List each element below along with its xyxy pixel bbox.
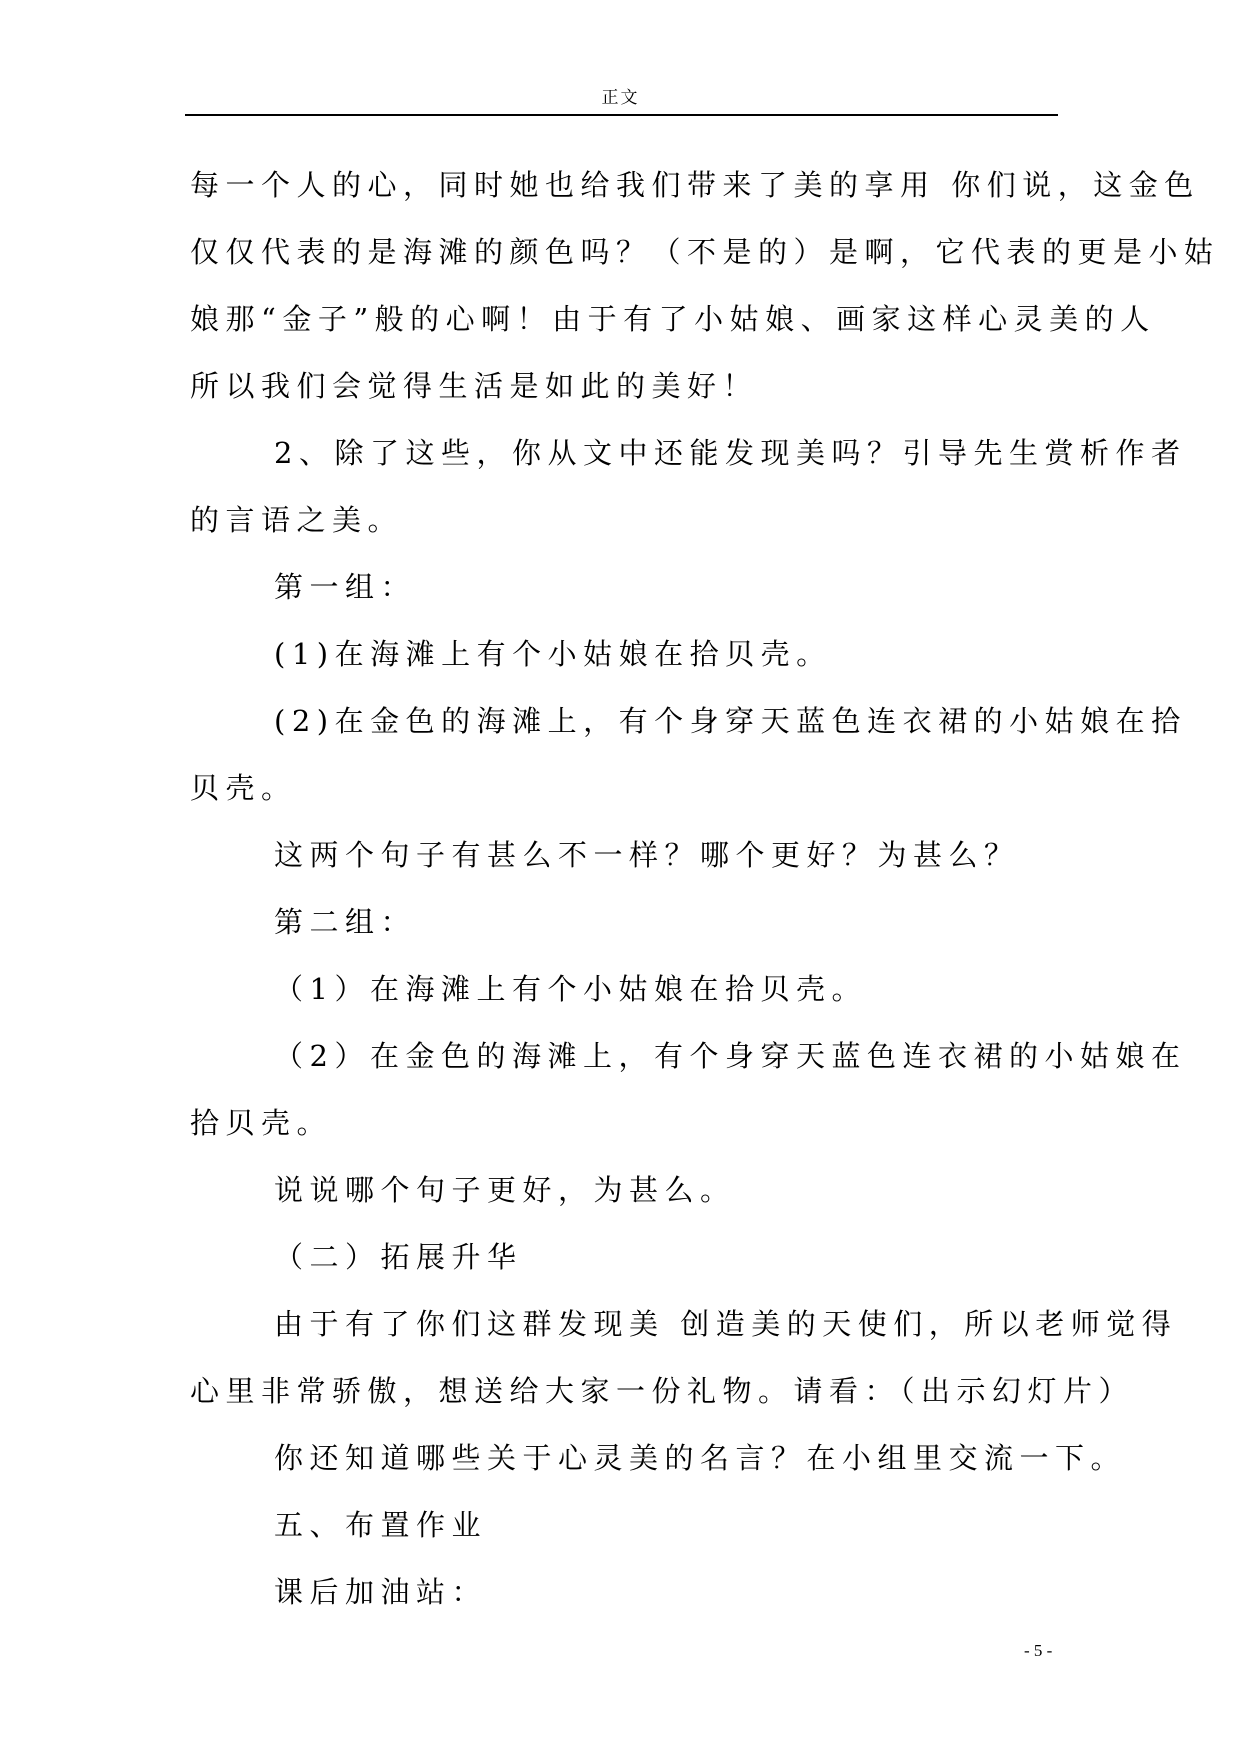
header-divider <box>185 114 1058 116</box>
body-line: 你还知道哪些关于心灵美的名言？在小组里交流一下。 <box>274 1441 1127 1475</box>
body-line: 心里非常骄傲，想送给大家一份礼物。请看：（出示幻灯片） <box>190 1374 1135 1408</box>
body-line: （1）在海滩上有个小姑娘在拾贝壳。 <box>274 972 867 1006</box>
body-line: 第二组： <box>274 905 417 939</box>
body-line: 说说哪个句子更好，为甚么。 <box>274 1173 736 1207</box>
running-header-title: 正文 <box>601 88 640 108</box>
body-line: （2）在金色的海滩上，有个身穿天蓝色连衣裙的小姑娘在 <box>274 1039 1187 1073</box>
body-line: 的言语之美。 <box>190 503 404 537</box>
body-line: 五、布置作业 <box>274 1508 488 1542</box>
body-line: 第一组： <box>274 570 417 604</box>
body-line: 所以我们会觉得生活是如此的美好！ <box>190 369 759 403</box>
body-line: 拾贝壳。 <box>190 1106 333 1140</box>
body-line: 课后加油站： <box>274 1575 488 1609</box>
body-line: 2、除了这些，你从文中还能发现美吗？引导先生赏析作者 <box>274 436 1187 470</box>
body-line: 每一个人的心，同时她也给我们带来了美的享用 你们说，这金色 <box>190 168 1200 202</box>
body-line: 仅仅代表的是海滩的颜色吗？（不是的）是啊，它代表的更是小姑 <box>190 235 1220 269</box>
body-line: (1)在海滩上有个小姑娘在拾贝壳。 <box>274 637 832 671</box>
page-number: - 5 - <box>1024 1641 1053 1660</box>
body-line: 娘那“金子”般的心啊！由于有了小姑娘、画家这样心灵美的人 <box>190 302 1156 336</box>
body-line: （二）拓展升华 <box>274 1240 523 1274</box>
body-line: 这两个句子有甚么不一样？哪个更好？为甚么？ <box>274 838 1020 872</box>
body-line: (2)在金色的海滩上，有个身穿天蓝色连衣裙的小姑娘在拾 <box>274 704 1187 738</box>
body-line: 由于有了你们这群发现美 创造美的天使们，所以老师觉得 <box>274 1307 1178 1341</box>
body-line: 贝壳。 <box>190 771 297 805</box>
